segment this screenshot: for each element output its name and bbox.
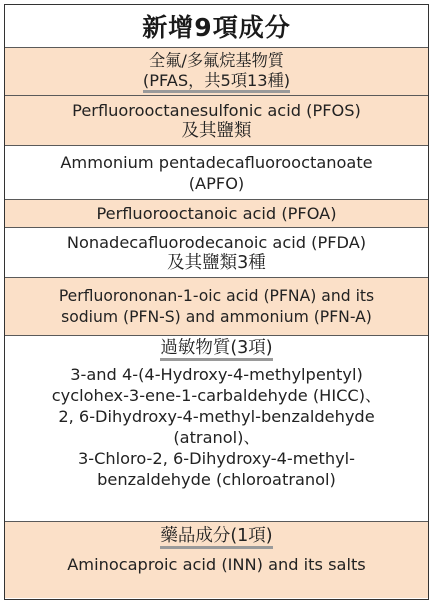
- row-text: Nonadecafluorodecanoic acid (PFDA): [66, 232, 367, 252]
- allergen-text: (atranol)、: [173, 428, 260, 447]
- pfas-header-title: 全氟/多氟烷基物質: [149, 51, 284, 70]
- table-title: 新增9項成分: [142, 13, 291, 42]
- table-row: [5, 145, 428, 199]
- row-text: Perfluorooctanesulfonic acid (PFOS): [72, 100, 361, 120]
- row-text: Perfluorononan-1-oic acid (PFNA) and its: [58, 286, 375, 305]
- pfas-section-header: [5, 47, 428, 95]
- table-row: [5, 95, 428, 145]
- allergen-text: cyclohex-3-ene-1-carbaldehyde (HICC)、: [51, 386, 382, 405]
- drug-section: [5, 521, 428, 598]
- table-row: [5, 227, 428, 277]
- pfas-header-count: (PFAS，共5項13種): [143, 71, 290, 93]
- row-text: sodium (PFN-S) and ammonium (PFN-A): [61, 307, 372, 326]
- ingredient-table: [4, 4, 429, 600]
- row-text: Perfluorooctanoic acid (PFOA): [96, 204, 337, 223]
- allergen-section: [5, 335, 428, 521]
- row-text: Ammonium pentadecafluorooctanoate: [60, 152, 373, 172]
- allergen-text: 2, 6-Dihydroxy-4-methyl-benzaldehyde: [58, 407, 375, 426]
- allergen-text: benzaldehyde (chloroatranol): [97, 470, 336, 489]
- row-text: 及其鹽類3種: [167, 252, 266, 273]
- table-row: [5, 277, 428, 335]
- allergen-text: 3-and 4-(4-Hydroxy-4-methylpentyl): [70, 365, 363, 384]
- row-text: 及其鹽類: [181, 120, 252, 141]
- drug-header: 藥品成分(1項): [160, 527, 272, 549]
- table-row: [5, 199, 428, 227]
- drug-text: Aminocaproic acid (INN) and its salts: [67, 555, 366, 574]
- allergen-text: 3-Chloro-2, 6-Dihydroxy-4-methyl-: [77, 449, 356, 468]
- allergen-header: 過敏物質(3項): [160, 339, 272, 361]
- row-text: (APFO): [188, 173, 245, 193]
